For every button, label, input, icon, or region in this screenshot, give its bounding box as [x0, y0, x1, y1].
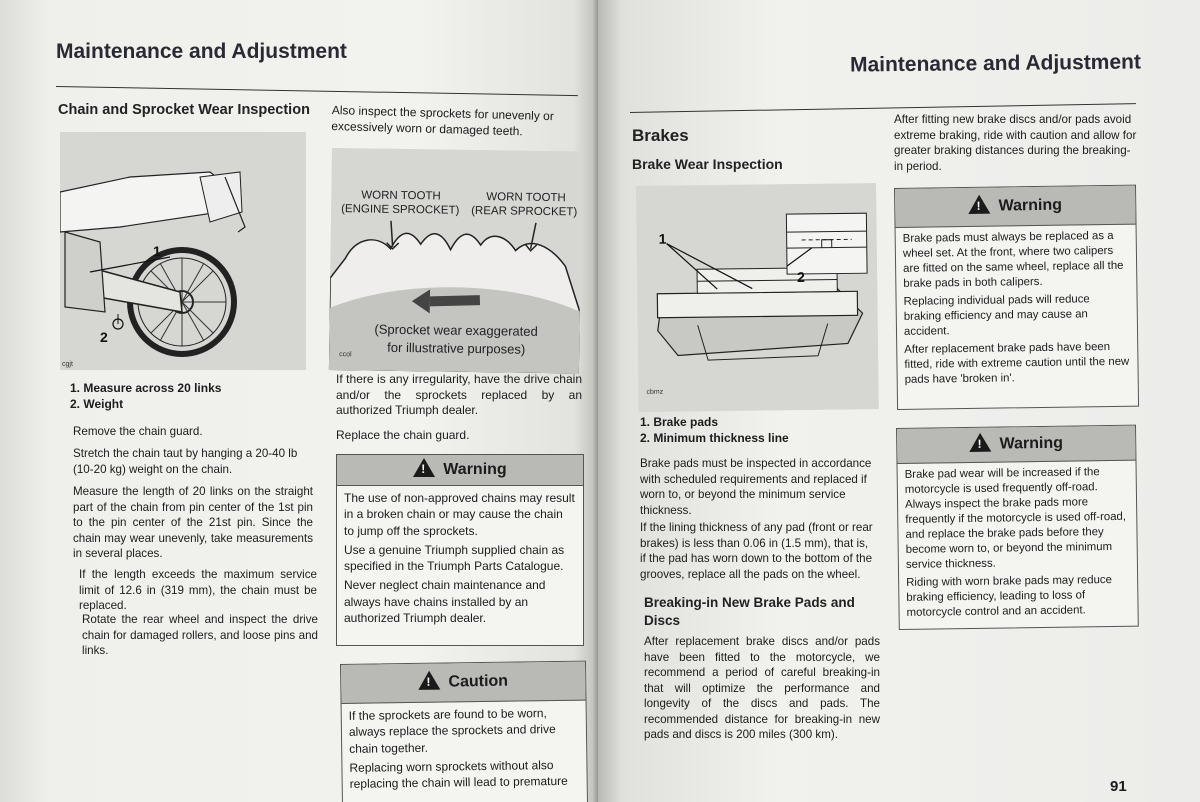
brake-caliper-illustration [636, 183, 879, 412]
figure-caption-brakes [640, 414, 789, 446]
page-number: 91 [1110, 778, 1127, 795]
label-worn-tooth-engine-1: WORN TOOTH [361, 189, 441, 203]
caution-sprockets-text-2: Replacing worn sprockets without also replacing the chain will lead to premature [349, 757, 568, 792]
note-exaggerated-2: for illustrative purposes) [387, 339, 526, 357]
callout-2-weight: 2 [100, 329, 108, 345]
warning-wheel-set-text-2: Replacing individual pads will reduce braking efficiency and may cause an accident. [903, 293, 1090, 338]
label-worn-tooth-rear-2: (REAR SPROCKET) [471, 204, 578, 219]
warning-chains-text-2: Use a genuine Triumph supplied chain as specified in the Triumph Parts Catalogue. [344, 542, 565, 574]
warning-chains-text-3: Never neglect chain maintenance and always have chains installed by an authorized Triumph dealer. [344, 578, 546, 626]
caution-sprockets-text-1: If the sprockets are found to be worn, always replace the sprockets and drive chain together. [348, 706, 556, 756]
warning-header-off-road [897, 426, 1135, 464]
warning-title-off-road: Warning [999, 434, 1064, 453]
figure-code-cgjt: cgjt [62, 361, 73, 368]
warning-wheel-set-text-1: Brake pads must always be replaced as a wheel set. At the front, where two calipers are fitted on the same wheel, replace all the brake pads in both calipers. [902, 229, 1124, 290]
left-page [0, 0, 598, 802]
motorcycle-rear-illustration [60, 132, 306, 370]
para-after-fitting: After fitting new brake discs and/or pads avoid extreme braking, ride with caution and allow for greater braking distances during the breaking-in period. [894, 113, 1137, 173]
figure-brake-wear [636, 183, 879, 412]
warning-box-off-road [896, 425, 1139, 630]
warning-triangle-icon [969, 433, 991, 452]
section-title-brakes: Brakes [632, 126, 689, 145]
warning-off-road-text-1: Brake pad wear will be increased if the motorcycle is used frequently off-road. Always inspect the brake pads more frequently if the motorcycle is used off-road, and replace the brake pads before they become worn to, or beyond the minimum service thickness. [904, 466, 1127, 571]
header-rule-left [56, 86, 578, 96]
para-replace-guard: Replace the chain guard. [336, 428, 470, 442]
warning-box-chains [336, 454, 584, 646]
para-inspect-sprockets: Also inspect the sprockets for unevenly or excessively worn or damaged teeth. [331, 103, 555, 138]
caption-item-measure: 1. Measure across 20 links [70, 381, 222, 395]
warning-header-chains [337, 455, 583, 486]
warning-box-wheel-set [894, 185, 1139, 410]
caution-title-sprockets: Caution [448, 672, 509, 691]
label-worn-tooth-rear-1: WORN TOOTH [486, 191, 566, 205]
caption-item-brake-pads: 1. Brake pads [640, 415, 719, 429]
warning-triangle-icon [968, 195, 990, 214]
para-remove-guard: Remove the chain guard. [73, 425, 203, 438]
para-stretch-chain: Stretch the chain taut by hanging a 20-40 lb (10-20 kg) weight on the chain. [73, 447, 298, 476]
subsection-title-brake-wear: Brake Wear Inspection [632, 156, 783, 172]
figure-code-cbmz: cbmz [646, 388, 664, 396]
section-title-chain: Chain and Sprocket Wear Inspection [58, 102, 310, 118]
right-page [598, 0, 1200, 802]
note-exaggerated-1: (Sprocket wear exaggerated [374, 321, 538, 339]
figure-code-ccol: ccol [339, 351, 352, 359]
running-head-right: Maintenance and Adjustment [849, 50, 1142, 77]
warning-off-road-text-2: Riding with worn brake pads may reduce braking efficiency, leading to loss of motorcycle control and an accident. [906, 574, 1113, 619]
callout-2-min-line: 2 [797, 268, 806, 286]
warning-title-chains: Warning [443, 461, 507, 478]
para-rotate-wheel: Rotate the rear wheel and inspect the drive chain for damaged rollers, and loose pins and links. [82, 613, 318, 657]
subsection-title-breaking-in: Breaking-in New Brake Pads and Discs [644, 595, 855, 628]
para-pads-inspected: Brake pads must be inspected in accordance with scheduled requirements and replaced if worn to, or beyond the minimum service thickness. [640, 457, 872, 517]
caption-item-min-thickness: 2. Minimum thickness line [640, 431, 789, 445]
para-breaking-in: After replacement brake discs and/or pads have been fitted to the motorcycle, we recommend a period of careful breaking-in that will optimize the performance and longevity of the discs and pads. The recommended distance for breaking-in new pads and discs is 200 miles (300 km). [644, 635, 880, 741]
label-worn-tooth-engine-2: (ENGINE SPROCKET) [341, 203, 460, 217]
figure-sprocket-wear [329, 148, 582, 373]
callout-1-chain: 1 [153, 243, 161, 259]
caption-item-weight: 2. Weight [70, 397, 124, 411]
caution-box-sprockets [340, 661, 588, 802]
warning-wheel-set-text-3: After replacement brake pads have been fitted, ride with extreme caution until the new pads have 'broken in'. [904, 340, 1130, 386]
para-lining-thickness: If the lining thickness of any pad (front or rear brakes) is less than 0.06 in (1.5 mm), that is, if the pad has worn down to the bottom of the grooves, replace all the pads on the wheel. [640, 521, 873, 581]
caution-header-sprockets [341, 662, 586, 704]
figure-caption-chain [70, 380, 221, 412]
para-irregularity: If there is any irregularity, have the drive chain and/or the sprockets replaced by an authorized Triumph dealer. [336, 372, 582, 417]
para-measure-length: Measure the length of 20 links on the straight part of the chain from pin center of the 1st pin to the pin center of the 21st pin. Since the chain may wear unevenly, take measurements in several places. [73, 485, 313, 560]
sprocket-wear-illustration [329, 148, 582, 373]
warning-header-wheel-set [895, 186, 1136, 228]
running-head-left: Maintenance and Adjustment [56, 40, 347, 63]
warning-chains-text-1: The use of non-approved chains may result in a broken chain or may cause the chain to jump off the sprockets. [344, 491, 575, 538]
figure-chain-measure [60, 132, 306, 370]
para-service-limit: If the length exceeds the maximum service limit of 12.6 in (319 mm), the chain must be replaced. [79, 568, 317, 612]
caution-triangle-icon [418, 671, 440, 690]
callout-1-pads: 1 [658, 230, 667, 247]
warning-title-wheel-set: Warning [998, 196, 1063, 215]
warning-triangle-icon [413, 458, 435, 477]
